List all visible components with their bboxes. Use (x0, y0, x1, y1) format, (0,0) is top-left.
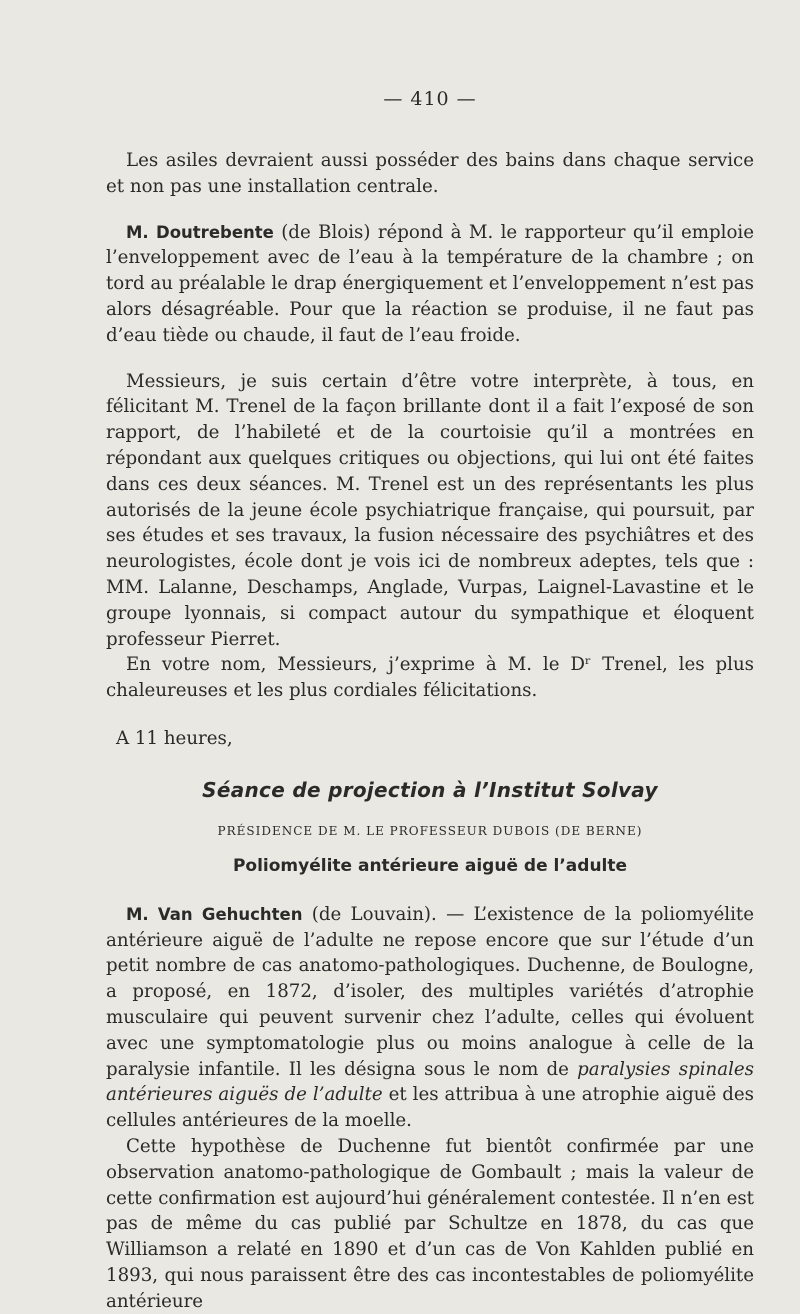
time-note: A 11 heures, (116, 727, 233, 749)
paragraph-text: et les attribua à une atrophie aiguë des cellules antérieures de la moelle. (106, 1084, 754, 1132)
italic-term: paralysies spinales antérieures aiguës de l’adulte (106, 1058, 754, 1106)
presidency-line: PRÉSIDENCE DE M. LE PROFESSEUR DUBOIS (DE BERNE) (217, 823, 643, 838)
paragraph-congratulations: Messieurs, je suis certain d’être votre interprète, à tous, en félicitant M. Trenel de la façon brillante dont il a fait l’exposé de son rapport, de l’habileté et de la courtoisie qu’il a montrées en répondant aux quelques critiques ou objections, qui lui ont été faites dans ces deux séances. M. Trenel est un des représentants les plus autorisés de la jeune école psychiatrique française, qui poursuit, par ses études et ses travaux, la fusion nécessaire des psychiâtres et des neurologistes, école dont je vois ici de nombreux adeptes, tels que : MM. Lalanne, Deschamps, Anglade, Vurpas, Laignel-Lavastine et le groupe lyonnais, si compact autour du sympathique et éloquent professeur Pierret. (106, 370, 754, 650)
paragraph-text: (de Blois) répond à M. le rapporteur qu’il emploie l’enveloppement avec de l’eau à la température de la chambre ; on tord au préalable le drap énergiquement et l’enveloppement n’est pas alors désagréable. Pour que la réaction se produise, il ne faut pas d’eau tiède ou chaude, il faut de l’eau froide. (106, 221, 754, 346)
section-title: Séance de projection à l’Institut Solvay (202, 777, 658, 802)
page-number: — 410 — (383, 88, 477, 110)
speaker-name: M. Van Gehuchten (126, 904, 303, 924)
paragraph-thanks: En votre nom, Messieurs, j’exprime à M. le Dʳ Trenel, les plus chaleureuses et les plus cordiales félicitations. (106, 654, 754, 702)
paragraph-doutrebente (106, 220, 754, 349)
article-subtitle: Poliomyélite antérieure aiguë de l’adulte (232, 855, 628, 876)
paragraph-baths: Les asiles devraient aussi posséder des bains dans chaque service et non pas une installation centrale. (106, 150, 754, 197)
paragraph-van-gehuchten (106, 902, 754, 1134)
speaker-name: M. Doutrebente (126, 222, 274, 242)
paragraph-text: (de Louvain). — L’existence de la poliomyélite antérieure aiguë de l’adulte ne repose encore que sur l’étude d’un petit nombre de cas anatomo-pathologiques. Duchenne, de Boulogne, a proposé, en 1872, d’isoler, des multiples variétés d’atrophie musculaire qui peuvent survenir chez l’adulte, celles qui évoluent avec une symptomatologie plus ou moins analogue à celle de la paralysie infantile. Il les désigna sous le nom de (106, 903, 754, 1080)
paragraph-duchenne-hypothesis: Cette hypothèse de Duchenne fut bientôt confirmée par une observation anatomo-pathologique de Gombault ; mais la valeur de cette confirmation est aujourd’hui généralement contestée. Il n’en est pas de même du cas publié par Schultze en 1878, du cas que Williamson a relaté en 1890 et d’un cas de Von Kahlden publié en 1893, qui nous paraissent être des cas incontestables de poliomyélite antérieure (106, 1135, 754, 1312)
